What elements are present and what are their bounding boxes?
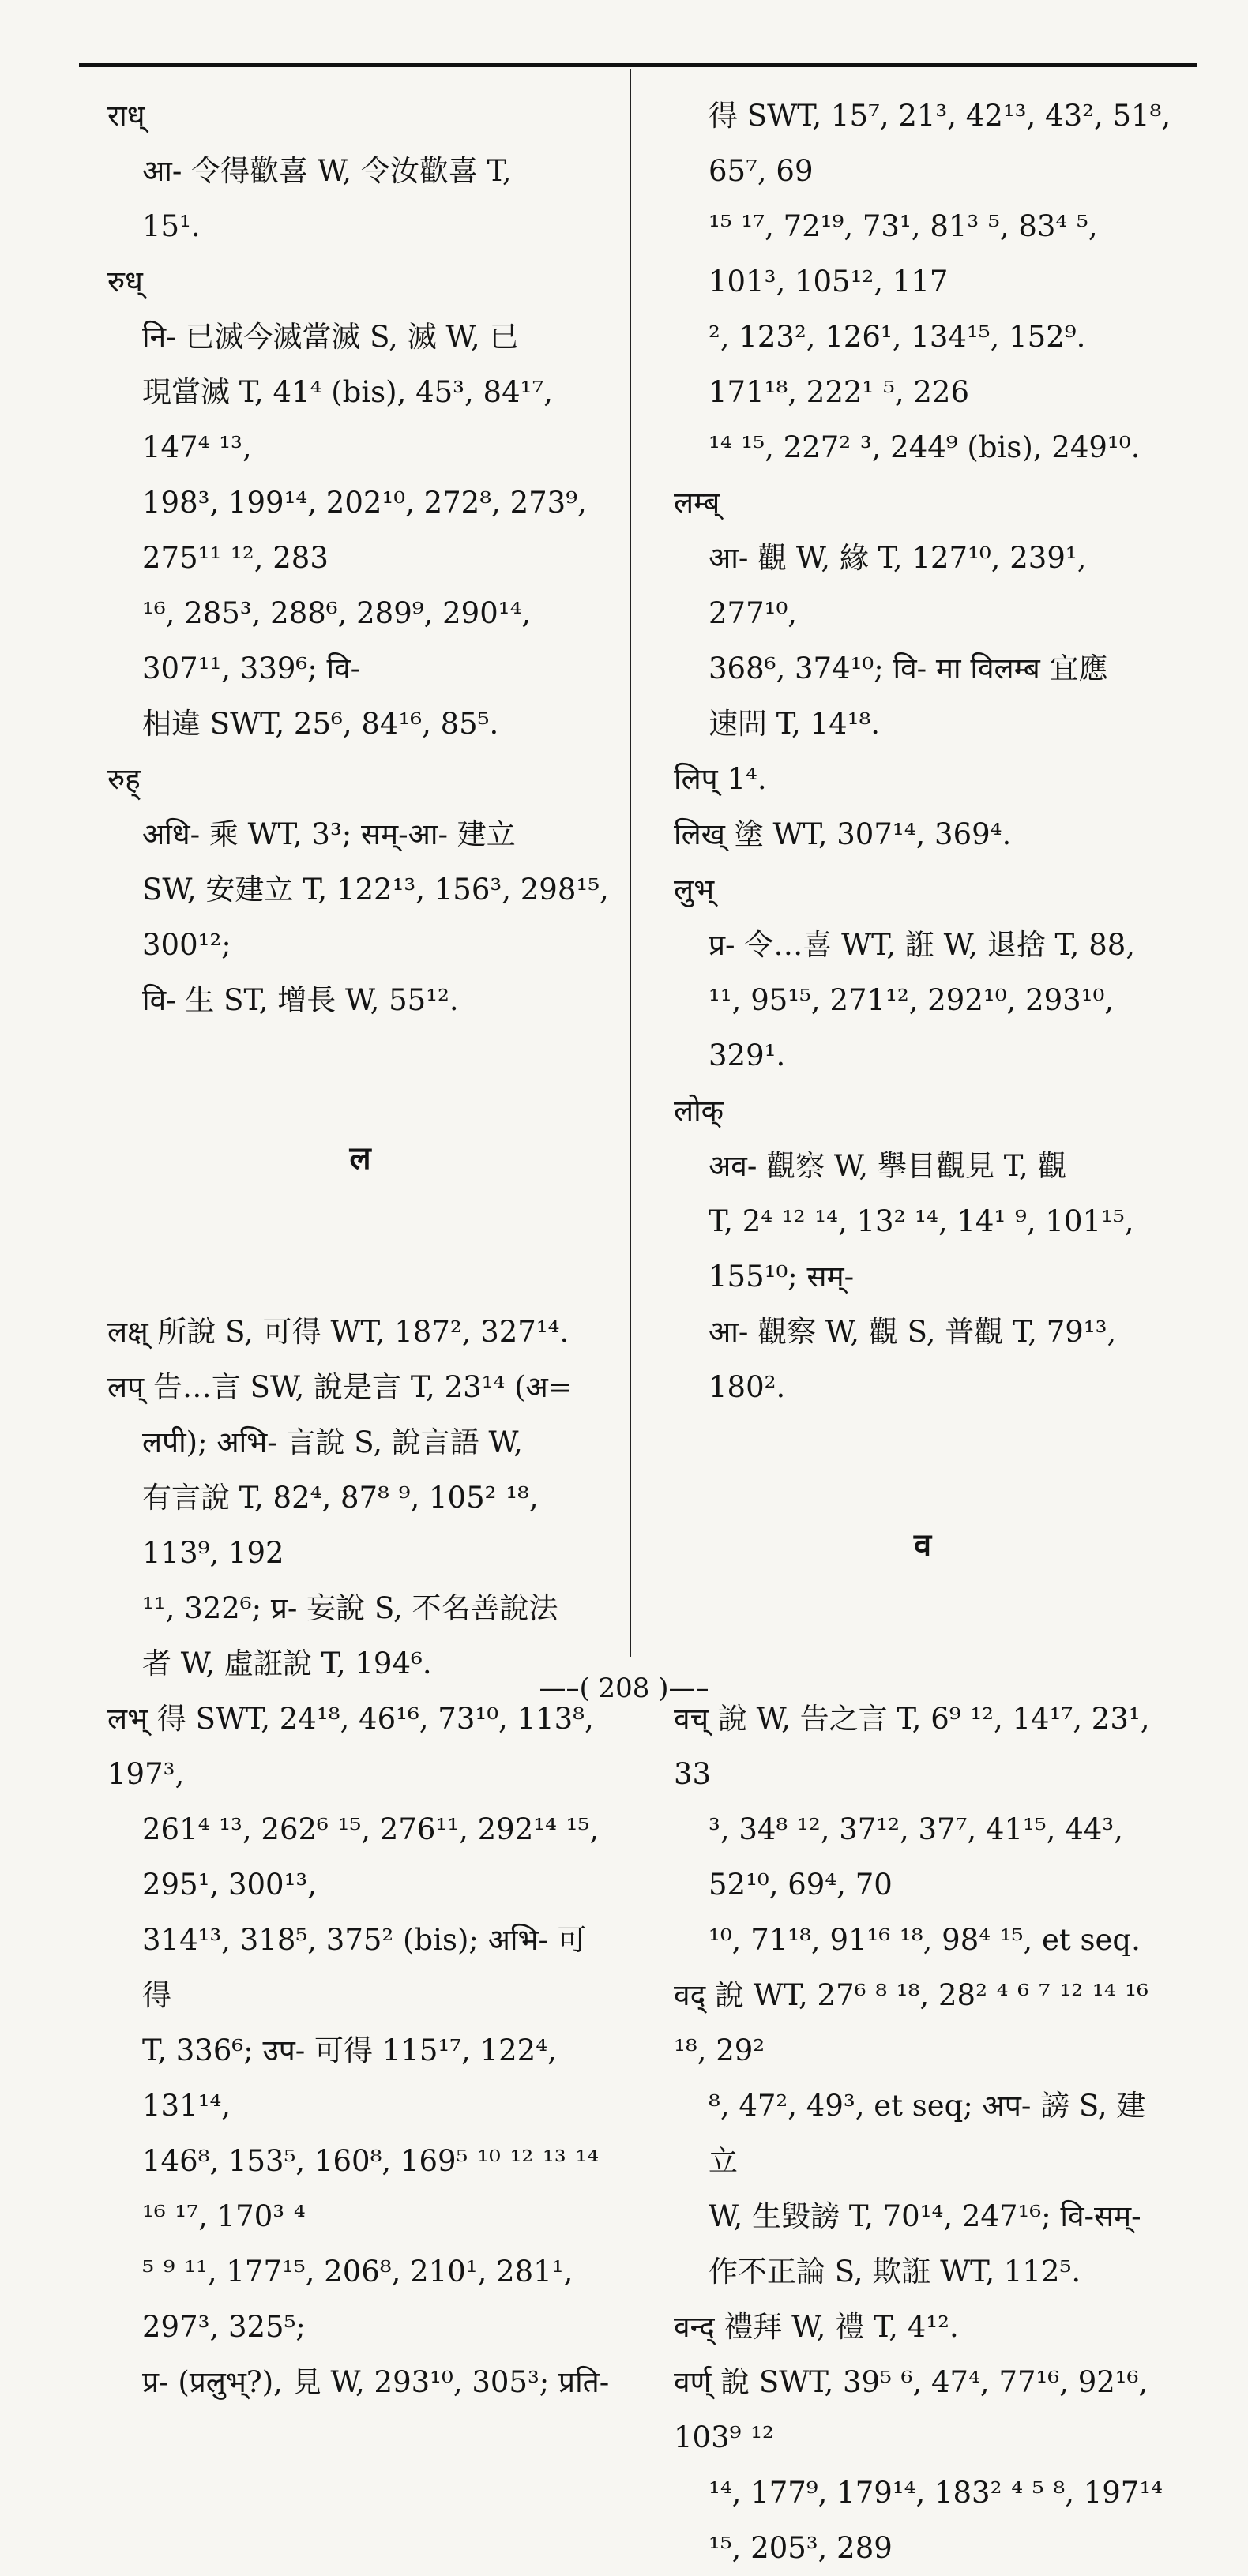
section-heading: व <box>913 1527 932 1564</box>
entry-line: ⁵ ⁹ ¹¹, 177¹⁵, 206⁸, 210¹, 281¹, 297³, 325⁵; <box>142 2255 573 2344</box>
entry-line: ¹¹, 95¹⁵, 271¹², 292¹⁰, 293¹⁰, 329¹. <box>709 983 1115 1072</box>
entry-line: ⁸, 47², 49³, et seq; अप- 謗 S, 建立 <box>709 2089 1146 2178</box>
entry-headword: वच् 說 W, 告之言 T, 6⁹ ¹², 14¹⁷, 23¹, 33 <box>674 1702 1150 1791</box>
section-heading: ल <box>349 1140 371 1177</box>
entry-line: 198³, 199¹⁴, 202¹⁰, 272⁸, 273⁹, 275¹¹ ¹², 283 <box>142 486 587 575</box>
entry-headword: लम्ब् <box>674 486 720 520</box>
entry-headword: लप् 告…言 SW, 說是言 T, 23¹⁴ (अ= <box>107 1370 573 1404</box>
entry-line: प्र- 令…喜 WT, 誑 W, 退捨 T, 88, <box>709 928 1136 962</box>
entry-headword: लोक् <box>674 1094 724 1128</box>
entry-headword: राध् <box>107 99 145 133</box>
entry-headword: वन्द् 禮拜 W, 禮 T, 4¹². <box>674 2310 959 2344</box>
entry-line: 者 W, 虛誑說 T, 194⁶. <box>142 1647 432 1680</box>
entry-headword: वर्ण् 說 SWT, 39⁵ ⁶, 47⁴, 77¹⁶, 92¹⁶, 103⁹ ¹² <box>674 2365 1148 2454</box>
entry-line: 146⁸, 153⁵, 160⁸, 169⁵ ¹⁰ ¹² ¹³ ¹⁴ ¹⁶ ¹⁷, 170³ ⁴ <box>142 2144 600 2233</box>
entry-line: अधि- 乘 WT, 3³; सम्-आ- 建立 <box>142 817 516 851</box>
top-rule <box>79 63 1197 67</box>
entry-line: लपी); अभि- 言說 S, 說言語 W, <box>142 1425 523 1459</box>
entry-line: अव- 觀察 W, 擧目觀見 T, 觀 <box>709 1149 1067 1183</box>
entry-line: 15¹. <box>142 209 201 243</box>
entry-line: 368⁶, 374¹⁰; वि- मा विलम्ब 宜應 <box>709 652 1108 685</box>
entry-line: ¹⁰, 71¹⁸, 91¹⁶ ¹⁸, 98⁴ ¹⁵, et seq. <box>709 1923 1141 1957</box>
entry-line: ¹⁴ ¹⁵, 227² ³, 244⁹ (bis), 249¹⁰. <box>709 430 1141 464</box>
entry-headword: लक्ष् 所說 S, 可得 WT, 187², 327¹⁴. <box>107 1315 569 1349</box>
right-column <box>674 88 1171 2576</box>
entry-line: ³, 34⁸ ¹², 37¹², 37⁷, 41¹⁵, 44³, 52¹⁰, 69⁴, 70 <box>709 1812 1123 1902</box>
entry-line: ¹⁵ ¹⁷, 72¹⁹, 73¹, 81³ ⁵, 83⁴ ⁵, 101³, 105¹², 117 <box>709 209 1098 299</box>
entry-line: प्र- (प्रलुभ्?), 見 W, 293¹⁰, 305³; प्रति- <box>142 2365 610 2399</box>
entry-line: 速問 T, 14¹⁸. <box>709 707 881 741</box>
entry-line: W, 生毀謗 T, 70¹⁴, 247¹⁶; वि-सम्- <box>709 2199 1141 2233</box>
entry-headword: लिख् 塗 WT, 307¹⁴, 369⁴. <box>674 817 1012 851</box>
entry-line: 261⁴ ¹³, 262⁶ ¹⁵, 276¹¹, 292¹⁴ ¹⁵, 295¹, 300¹³, <box>142 1812 600 1902</box>
entry-line: 得 SWT, 15⁷, 21³, 42¹³, 43², 51⁸, 65⁷, 69 <box>709 99 1171 188</box>
entry-line: T, 336⁶; उप- 可得 115¹⁷, 122⁴, 131¹⁴, <box>142 2033 557 2123</box>
entry-line: ¹¹, 322⁶; प्र- 妄說 S, 不名善說法 <box>142 1591 558 1625</box>
entry-line: वि- 生 ST, 增長 W, 55¹². <box>142 983 459 1017</box>
entry-headword: लुभ् <box>674 873 715 907</box>
entry-line: 180². <box>709 1370 786 1404</box>
entry-headword: लिप् 1⁴. <box>674 762 767 796</box>
entry-line: ¹⁶, 285³, 288⁶, 289⁹, 290¹⁴, 307¹¹, 339⁶; वि- <box>142 596 532 685</box>
entry-line: ¹⁴, 177⁹, 179¹⁴, 183² ⁴ ⁵ ⁸, 197¹⁴ ¹⁵, 205³, 289 <box>709 2476 1163 2565</box>
entry-line: 有言說 T, 82⁴, 87⁸ ⁹, 105² ¹⁸, 113⁹, 192 <box>142 1481 539 1570</box>
entry-headword: वद् 說 WT, 27⁶ ⁸ ¹⁸, 28² ⁴ ⁶ ⁷ ¹² ¹⁴ ¹⁶ ¹⁸, 29² <box>674 1978 1148 2067</box>
entry-line: नि- 已滅今滅當滅 S, 滅 W, 已 <box>142 320 519 354</box>
entry-line: 現當滅 T, 41⁴ (bis), 45³, 84¹⁷, 147⁴ ¹³, <box>142 375 554 464</box>
entry-line: आ- 觀 W, 緣 T, 127¹⁰, 239¹, 277¹⁰, <box>709 541 1087 630</box>
entry-line: आ- 令得歡喜 W, 令汝歡喜 T, <box>142 154 512 188</box>
entry-line: 作不正論 S, 欺誑 WT, 112⁵. <box>709 2255 1081 2289</box>
entry-headword: लभ् 得 SWT, 24¹⁸, 46¹⁶, 73¹⁰, 113⁸, 197³, <box>107 1702 594 1791</box>
entry-line: 相違 SWT, 25⁶, 84¹⁶, 85⁵. <box>142 707 499 741</box>
entry-line: 314¹³, 318⁵, 375² (bis); अभि- 可得 <box>142 1923 587 2012</box>
column-divider <box>630 69 631 1657</box>
page-number: —–( 208 )—– <box>539 1673 709 1704</box>
left-column <box>107 88 613 2410</box>
entry-headword: रुह् <box>107 762 141 796</box>
entry-line: आ- 觀察 W, 觀 S, 普觀 T, 79¹³, <box>709 1315 1117 1349</box>
entry-line: ², 123², 126¹, 134¹⁵, 152⁹. 171¹⁸, 222¹ ⁵, 226 <box>709 320 1086 409</box>
entry-line: T, 2⁴ ¹² ¹⁴, 13² ¹⁴, 14¹ ⁹, 101¹⁵, 155¹⁰; सम्- <box>709 1204 1134 1294</box>
entry-line: SW, 安建立 T, 122¹³, 156³, 298¹⁵, 300¹²; <box>142 873 609 962</box>
entry-headword: रुध् <box>107 265 143 299</box>
